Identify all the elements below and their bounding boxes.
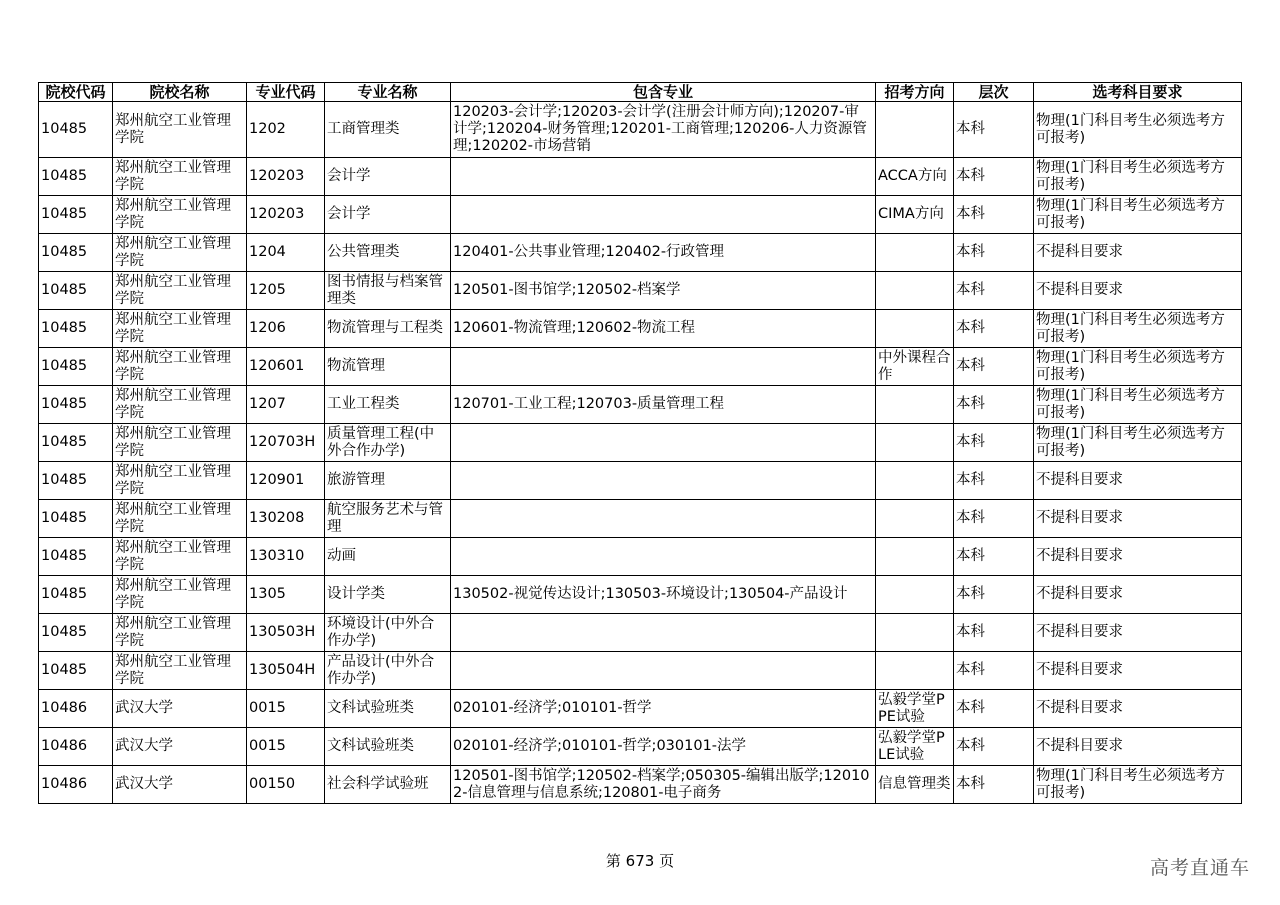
cell-subject-requirement: 不提科目要求 <box>1034 728 1242 766</box>
cell-direction <box>876 576 954 614</box>
cell-included-majors: 130502-视觉传达设计;130503-环境设计;130504-产品设计 <box>451 576 876 614</box>
cell-subject-requirement: 物理(1门科目考生必须选考方可报考) <box>1034 102 1242 158</box>
cell-included-majors <box>451 196 876 234</box>
cell-major-code: 130503H <box>247 614 325 652</box>
cell-direction: 中外课程合作 <box>876 348 954 386</box>
cell-level: 本科 <box>954 652 1034 690</box>
cell-direction <box>876 386 954 424</box>
table-row <box>39 614 1242 652</box>
table-row <box>39 538 1242 576</box>
cell-subject-requirement: 物理(1门科目考生必须选考方可报考) <box>1034 424 1242 462</box>
cell-direction <box>876 102 954 158</box>
cell-direction <box>876 500 954 538</box>
cell-school-name: 郑州航空工业管理学院 <box>113 500 247 538</box>
header-major-name: 专业名称 <box>325 83 451 102</box>
cell-major-name: 公共管理类 <box>325 234 451 272</box>
table-row <box>39 272 1242 310</box>
cell-school-code: 10485 <box>39 576 113 614</box>
cell-direction <box>876 652 954 690</box>
cell-direction: ACCA方向 <box>876 158 954 196</box>
page-number: 第 673 页 <box>605 852 675 870</box>
cell-level: 本科 <box>954 102 1034 158</box>
cell-school-name: 武汉大学 <box>113 728 247 766</box>
cell-major-code: 0015 <box>247 728 325 766</box>
cell-school-name: 郑州航空工业管理学院 <box>113 272 247 310</box>
cell-level: 本科 <box>954 424 1034 462</box>
cell-school-code: 10485 <box>39 102 113 158</box>
table-row <box>39 158 1242 196</box>
cell-major-name: 物流管理与工程类 <box>325 310 451 348</box>
cell-school-code: 10485 <box>39 424 113 462</box>
cell-direction <box>876 538 954 576</box>
cell-school-name: 郑州航空工业管理学院 <box>113 538 247 576</box>
table-row <box>39 102 1242 158</box>
cell-school-name: 郑州航空工业管理学院 <box>113 462 247 500</box>
cell-level: 本科 <box>954 386 1034 424</box>
cell-major-code: 1206 <box>247 310 325 348</box>
cell-subject-requirement: 物理(1门科目考生必须选考方可报考) <box>1034 310 1242 348</box>
cell-major-code: 130208 <box>247 500 325 538</box>
cell-level: 本科 <box>954 614 1034 652</box>
table-row <box>39 766 1242 804</box>
cell-included-majors <box>451 158 876 196</box>
cell-major-name: 设计学类 <box>325 576 451 614</box>
header-subject-requirement: 选考科目要求 <box>1034 83 1242 102</box>
cell-major-name: 动画 <box>325 538 451 576</box>
cell-major-name: 航空服务艺术与管理 <box>325 500 451 538</box>
watermark: 高考直通车 <box>1149 857 1250 879</box>
table-row <box>39 424 1242 462</box>
cell-level: 本科 <box>954 576 1034 614</box>
cell-level: 本科 <box>954 234 1034 272</box>
cell-major-code: 130504H <box>247 652 325 690</box>
cell-major-code: 120203 <box>247 196 325 234</box>
cell-level: 本科 <box>954 500 1034 538</box>
cell-major-name: 会计学 <box>325 158 451 196</box>
cell-school-name: 郑州航空工业管理学院 <box>113 102 247 158</box>
cell-school-code: 10485 <box>39 386 113 424</box>
cell-school-name: 郑州航空工业管理学院 <box>113 348 247 386</box>
cell-direction <box>876 424 954 462</box>
cell-subject-requirement: 物理(1门科目考生必须选考方可报考) <box>1034 348 1242 386</box>
cell-school-name: 郑州航空工业管理学院 <box>113 234 247 272</box>
cell-included-majors: 120203-会计学;120203-会计学(注册会计师方向);120207-审计学;120204-财务管理;120201-工商管理;120206-人力资源管理;120202-市场营销 <box>451 102 876 158</box>
cell-subject-requirement: 不提科目要求 <box>1034 272 1242 310</box>
cell-level: 本科 <box>954 272 1034 310</box>
cell-included-majors: 020101-经济学;010101-哲学 <box>451 690 876 728</box>
cell-level: 本科 <box>954 766 1034 804</box>
header-row <box>39 83 1242 102</box>
cell-level: 本科 <box>954 196 1034 234</box>
cell-included-majors: 120601-物流管理;120602-物流工程 <box>451 310 876 348</box>
cell-direction: CIMA方向 <box>876 196 954 234</box>
cell-subject-requirement: 不提科目要求 <box>1034 234 1242 272</box>
cell-school-name: 郑州航空工业管理学院 <box>113 386 247 424</box>
cell-direction <box>876 614 954 652</box>
cell-level: 本科 <box>954 538 1034 576</box>
cell-major-name: 旅游管理 <box>325 462 451 500</box>
cell-school-code: 10485 <box>39 196 113 234</box>
cell-school-code: 10486 <box>39 728 113 766</box>
cell-included-majors: 020101-经济学;010101-哲学;030101-法学 <box>451 728 876 766</box>
cell-school-name: 武汉大学 <box>113 690 247 728</box>
header-school-code: 院校代码 <box>39 83 113 102</box>
cell-included-majors <box>451 538 876 576</box>
cell-major-name: 产品设计(中外合作办学) <box>325 652 451 690</box>
cell-level: 本科 <box>954 310 1034 348</box>
cell-direction: 弘毅学堂PLE试验 <box>876 728 954 766</box>
cell-level: 本科 <box>954 690 1034 728</box>
cell-school-name: 郑州航空工业管理学院 <box>113 652 247 690</box>
cell-major-name: 工业工程类 <box>325 386 451 424</box>
cell-major-code: 120203 <box>247 158 325 196</box>
table-row <box>39 652 1242 690</box>
table-row <box>39 196 1242 234</box>
cell-major-name: 工商管理类 <box>325 102 451 158</box>
cell-direction: 弘毅学堂PPE试验 <box>876 690 954 728</box>
cell-subject-requirement: 不提科目要求 <box>1034 538 1242 576</box>
table-row <box>39 234 1242 272</box>
table-row <box>39 462 1242 500</box>
cell-included-majors <box>451 462 876 500</box>
cell-level: 本科 <box>954 348 1034 386</box>
cell-level: 本科 <box>954 462 1034 500</box>
cell-subject-requirement: 物理(1门科目考生必须选考方可报考) <box>1034 196 1242 234</box>
cell-included-majors <box>451 424 876 462</box>
cell-school-code: 10486 <box>39 690 113 728</box>
cell-included-majors <box>451 652 876 690</box>
cell-school-name: 郑州航空工业管理学院 <box>113 196 247 234</box>
cell-school-code: 10485 <box>39 158 113 196</box>
cell-direction <box>876 234 954 272</box>
table-row <box>39 386 1242 424</box>
cell-subject-requirement: 不提科目要求 <box>1034 462 1242 500</box>
cell-school-name: 武汉大学 <box>113 766 247 804</box>
cell-major-code: 0015 <box>247 690 325 728</box>
cell-major-code: 1305 <box>247 576 325 614</box>
cell-school-name: 郑州航空工业管理学院 <box>113 576 247 614</box>
cell-major-name: 文科试验班类 <box>325 728 451 766</box>
cell-school-code: 10485 <box>39 272 113 310</box>
cell-subject-requirement: 不提科目要求 <box>1034 614 1242 652</box>
cell-school-name: 郑州航空工业管理学院 <box>113 424 247 462</box>
cell-included-majors: 120501-图书馆学;120502-档案学 <box>451 272 876 310</box>
cell-major-code: 1205 <box>247 272 325 310</box>
cell-major-code: 120601 <box>247 348 325 386</box>
table-row <box>39 576 1242 614</box>
cell-school-code: 10485 <box>39 348 113 386</box>
cell-major-code: 1202 <box>247 102 325 158</box>
cell-school-code: 10485 <box>39 234 113 272</box>
cell-school-name: 郑州航空工业管理学院 <box>113 158 247 196</box>
cell-school-code: 10485 <box>39 310 113 348</box>
cell-direction <box>876 310 954 348</box>
table-row <box>39 348 1242 386</box>
cell-included-majors <box>451 500 876 538</box>
cell-major-code: 120901 <box>247 462 325 500</box>
cell-major-name: 文科试验班类 <box>325 690 451 728</box>
cell-major-name: 会计学 <box>325 196 451 234</box>
cell-major-name: 图书情报与档案管理类 <box>325 272 451 310</box>
cell-direction <box>876 462 954 500</box>
cell-direction <box>876 272 954 310</box>
cell-major-name: 物流管理 <box>325 348 451 386</box>
admission-requirements-table <box>38 82 1242 804</box>
header-level: 层次 <box>954 83 1034 102</box>
cell-direction: 信息管理类 <box>876 766 954 804</box>
cell-included-majors: 120401-公共事业管理;120402-行政管理 <box>451 234 876 272</box>
header-major-code: 专业代码 <box>247 83 325 102</box>
cell-school-code: 10485 <box>39 614 113 652</box>
cell-school-code: 10485 <box>39 652 113 690</box>
header-included-majors: 包含专业 <box>451 83 876 102</box>
cell-subject-requirement: 物理(1门科目考生必须选考方可报考) <box>1034 766 1242 804</box>
cell-school-code: 10485 <box>39 462 113 500</box>
header-direction: 招考方向 <box>876 83 954 102</box>
cell-major-code: 130310 <box>247 538 325 576</box>
cell-school-name: 郑州航空工业管理学院 <box>113 614 247 652</box>
cell-included-majors: 120701-工业工程;120703-质量管理工程 <box>451 386 876 424</box>
cell-subject-requirement: 不提科目要求 <box>1034 690 1242 728</box>
table-row <box>39 310 1242 348</box>
table-row <box>39 728 1242 766</box>
cell-school-code: 10485 <box>39 500 113 538</box>
table-row <box>39 500 1242 538</box>
cell-major-code: 1207 <box>247 386 325 424</box>
cell-major-code: 1204 <box>247 234 325 272</box>
cell-included-majors <box>451 348 876 386</box>
cell-major-code: 00150 <box>247 766 325 804</box>
cell-school-code: 10486 <box>39 766 113 804</box>
cell-subject-requirement: 不提科目要求 <box>1034 576 1242 614</box>
cell-subject-requirement: 不提科目要求 <box>1034 500 1242 538</box>
cell-major-name: 质量管理工程(中外合作办学) <box>325 424 451 462</box>
header-school-name: 院校名称 <box>113 83 247 102</box>
cell-school-code: 10485 <box>39 538 113 576</box>
cell-subject-requirement: 不提科目要求 <box>1034 652 1242 690</box>
cell-school-name: 郑州航空工业管理学院 <box>113 310 247 348</box>
cell-major-name: 社会科学试验班 <box>325 766 451 804</box>
cell-level: 本科 <box>954 728 1034 766</box>
cell-subject-requirement: 物理(1门科目考生必须选考方可报考) <box>1034 158 1242 196</box>
cell-included-majors: 120501-图书馆学;120502-档案学;050305-编辑出版学;120102-信息管理与信息系统;120801-电子商务 <box>451 766 876 804</box>
cell-level: 本科 <box>954 158 1034 196</box>
cell-subject-requirement: 物理(1门科目考生必须选考方可报考) <box>1034 386 1242 424</box>
cell-major-name: 环境设计(中外合作办学) <box>325 614 451 652</box>
table-row <box>39 690 1242 728</box>
cell-included-majors <box>451 614 876 652</box>
cell-major-code: 120703H <box>247 424 325 462</box>
